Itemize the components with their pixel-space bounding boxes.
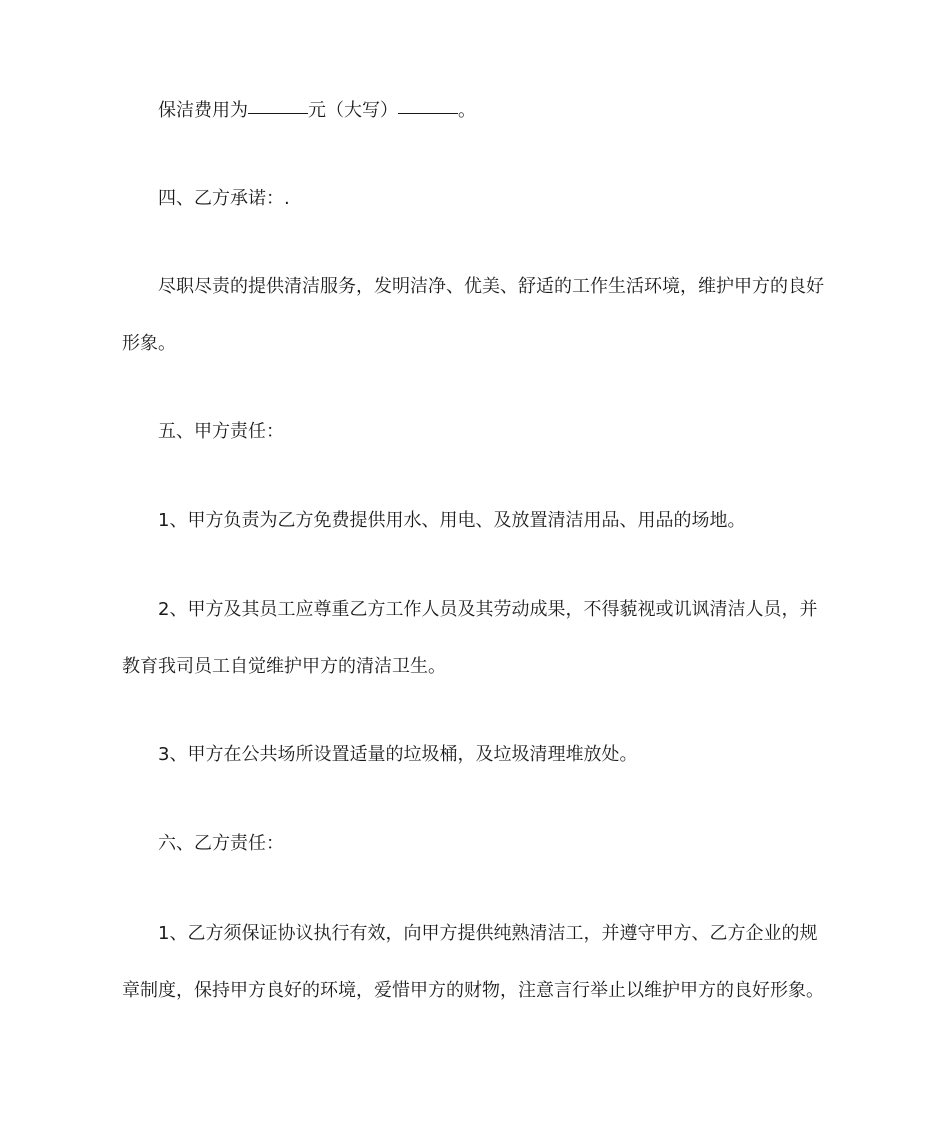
section-heading-6 (122, 815, 834, 872)
paragraph-line: 3、甲方在公共场所设置适量的垃圾桶，及垃圾清理堆放处。 (158, 744, 638, 765)
fee-prefix: 保洁费用为 (158, 100, 248, 121)
paragraph-line: 尽职尽责的提供清洁服务，发明洁净、优美、舒适的工作生活环境，维护甲方的良好 (158, 276, 824, 297)
section-heading-6-text: 六、乙方责任： (158, 833, 284, 854)
clause-5-1 (122, 492, 834, 549)
fee-suffix: 。 (458, 100, 476, 121)
paragraph-commitment (122, 258, 834, 372)
paragraph-line: 2、甲方及其员工应尊重乙方工作人员及其劳动成果，不得藐视或讥讽清洁人员，并 (158, 599, 818, 620)
fee-uppercase-blank (398, 112, 458, 114)
fee-amount-blank (248, 112, 308, 114)
paragraph-line: 章制度，保持甲方良好的环境，爱惜甲方的财物，注意言行举止以维护甲方的良好形象。 (122, 980, 824, 1001)
section-heading-5 (122, 403, 834, 460)
clause-5-2 (122, 581, 834, 695)
section-heading-4-text: 四、乙方承诺：. (158, 188, 290, 209)
paragraph-line: 1、乙方须保证协议执行有效，向甲方提供纯熟清洁工，并遵守甲方、乙方企业的规 (158, 923, 818, 944)
section-heading-4 (122, 170, 834, 227)
fee-line (122, 82, 834, 139)
clause-5-3 (122, 726, 834, 783)
fee-line-text (122, 82, 834, 139)
clause-6-1 (122, 905, 834, 1019)
paragraph-line: 教育我司员工自觉维护甲方的清洁卫生。 (122, 656, 446, 677)
paragraph-line: 1、甲方负责为乙方免费提供用水、用电、及放置清洁用品、用品的场地。 (158, 510, 746, 531)
section-heading-5-text: 五、甲方责任： (158, 421, 284, 442)
paragraph-line: 形象。 (122, 333, 176, 354)
fee-middle: 元（大写） (308, 100, 398, 121)
